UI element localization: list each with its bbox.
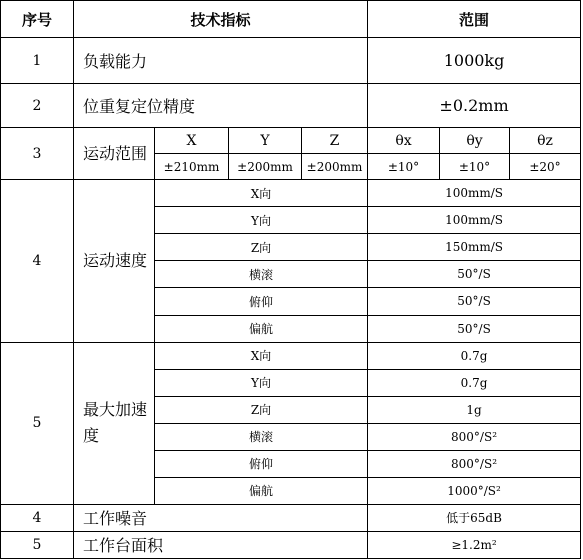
sub-item-value: 50°/S [368, 288, 581, 315]
row-number: 1 [1, 38, 74, 84]
row-number: 4 [1, 504, 74, 531]
sub-item-name: 横滚 [155, 261, 368, 288]
sub-item-value: 100mm/S [368, 207, 581, 234]
table-row [1, 128, 581, 154]
sub-item-name: Z向 [155, 396, 368, 423]
header-seq: 序号 [1, 1, 74, 38]
row-label: 负载能力 [74, 38, 368, 84]
row-label: 工作噪音 [74, 504, 368, 531]
axis-value: ±10° [440, 154, 510, 180]
row-value: 1000kg [368, 38, 581, 84]
axis-value: ±200mm [229, 154, 302, 180]
row-number: 3 [1, 128, 74, 180]
table-row [1, 84, 581, 128]
row-label: 最大加速度 [74, 342, 155, 504]
sub-item-name: 偏航 [155, 315, 368, 342]
axis-value: ±20° [510, 154, 581, 180]
sub-item-value: 150mm/S [368, 234, 581, 261]
sub-item-name: 横滚 [155, 423, 368, 450]
sub-item-value: 0.7g [368, 369, 581, 396]
axis-header: θx [368, 128, 440, 154]
table-row [1, 38, 581, 84]
sub-item-value: 800°/S² [368, 450, 581, 477]
sub-item-name: Y向 [155, 207, 368, 234]
sub-item-name: Z向 [155, 234, 368, 261]
sub-item-value: 50°/S [368, 315, 581, 342]
sub-item-value: 1000°/S² [368, 477, 581, 504]
sub-item-name: 俯仰 [155, 450, 368, 477]
axis-value: ±10° [368, 154, 440, 180]
axis-header: Z [302, 128, 368, 154]
axis-value: ±210mm [155, 154, 229, 180]
table-row [1, 531, 581, 558]
row-number: 5 [1, 531, 74, 558]
header-tech: 技术指标 [74, 1, 368, 38]
sub-item-name: 俯仰 [155, 288, 368, 315]
sub-item-name: Y向 [155, 369, 368, 396]
axis-header: Y [229, 128, 302, 154]
row-label: 运动速度 [74, 180, 155, 342]
table-row [1, 504, 581, 531]
row-value: ±0.2mm [368, 84, 581, 128]
sub-item-value: 800°/S² [368, 423, 581, 450]
header-range: 范围 [368, 1, 581, 38]
row-number: 5 [1, 342, 74, 504]
sub-item-value: 1g [368, 396, 581, 423]
table-row [1, 342, 581, 369]
sub-item-name: 偏航 [155, 477, 368, 504]
sub-item-name: X向 [155, 180, 368, 207]
sub-item-value: 100mm/S [368, 180, 581, 207]
axis-header: θz [510, 128, 581, 154]
row-label: 运动范围 [74, 128, 155, 180]
sub-item-name: X向 [155, 342, 368, 369]
row-number: 4 [1, 180, 74, 342]
header-row [1, 1, 581, 38]
axis-header: θy [440, 128, 510, 154]
sub-item-value: 0.7g [368, 342, 581, 369]
row-number: 2 [1, 84, 74, 128]
row-value: ≥1.2m² [368, 531, 581, 558]
table-row [1, 180, 581, 207]
sub-item-value: 50°/S [368, 261, 581, 288]
row-label: 工作台面积 [74, 531, 368, 558]
row-label: 位重复定位精度 [74, 84, 368, 128]
axis-value: ±200mm [302, 154, 368, 180]
axis-header: X [155, 128, 229, 154]
row-value: 低于65dB [368, 504, 581, 531]
